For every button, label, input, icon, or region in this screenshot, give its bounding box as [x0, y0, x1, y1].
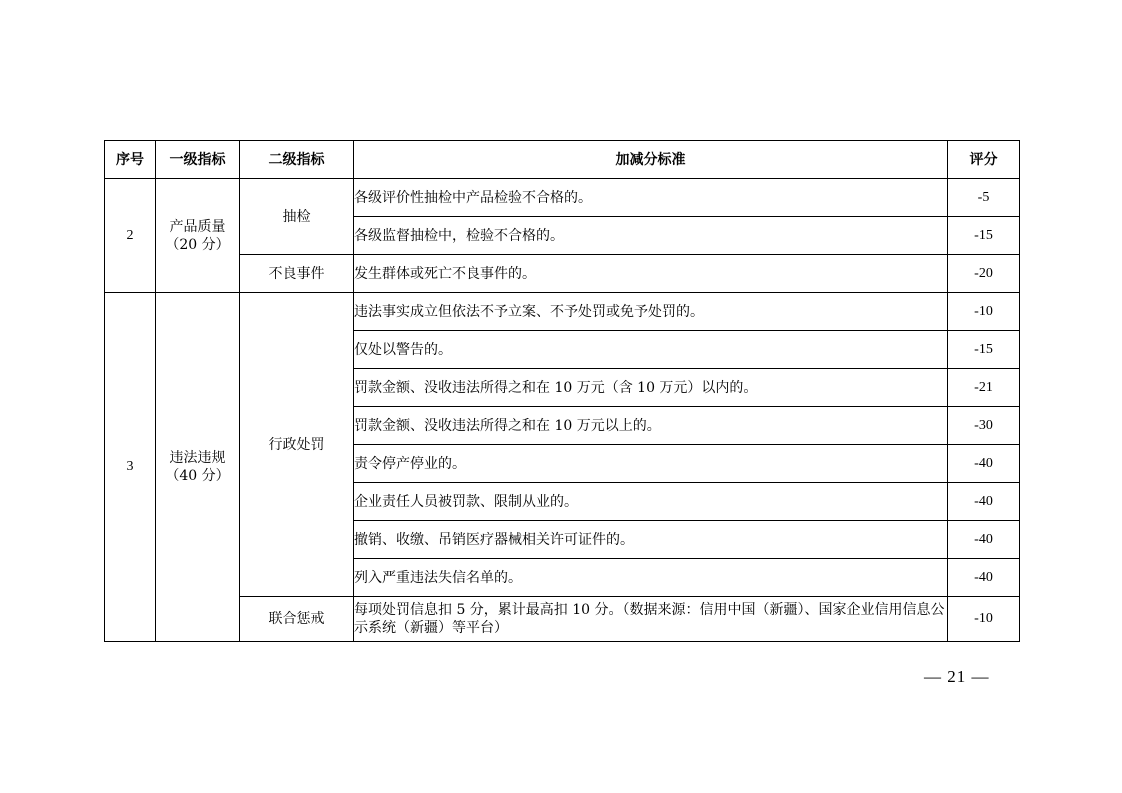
scoring-table: [104, 140, 1020, 642]
standard-cell: 仅处以警告的。: [354, 331, 948, 369]
level2-cell: 抽检: [240, 179, 354, 255]
standard-cell: 各级监督抽检中，检验不合格的。: [354, 217, 948, 255]
seq-cell: 3: [105, 293, 156, 642]
seq-cell: 2: [105, 179, 156, 293]
standard-cell: 列入严重违法失信名单的。: [354, 559, 948, 597]
table-row: [105, 255, 1020, 293]
score-cell: -5: [948, 179, 1020, 217]
score-cell: -40: [948, 483, 1020, 521]
level1-points: （40 分）: [165, 468, 230, 484]
score-cell: -10: [948, 293, 1020, 331]
header-row: [105, 141, 1020, 179]
table-row: [105, 293, 1020, 331]
score-cell: -40: [948, 521, 1020, 559]
header-seq: 序号: [105, 141, 156, 179]
level2-cell: 行政处罚: [240, 293, 354, 597]
standard-cell: 罚款金额、没收违法所得之和在 10 万元（含 10 万元）以内的。: [354, 369, 948, 407]
standard-cell: 撤销、收缴、吊销医疗器械相关许可证件的。: [354, 521, 948, 559]
score-cell: -15: [948, 331, 1020, 369]
score-cell: -20: [948, 255, 1020, 293]
header-level2: 二级指标: [240, 141, 354, 179]
score-cell: -21: [948, 369, 1020, 407]
standard-cell: 每项处罚信息扣 5 分，累计最高扣 10 分。（数据来源：信用中国（新疆）、国家企业信用信息公示系统（新疆）等平台）: [354, 597, 948, 642]
header-level1: 一级指标: [156, 141, 240, 179]
header-standard: 加减分标准: [354, 141, 948, 179]
standard-cell: 违法事实成立但依法不予立案、不予处罚或免予处罚的。: [354, 293, 948, 331]
level1-points: （20 分）: [165, 236, 230, 253]
standard-cell: 各级评价性抽检中产品检验不合格的。: [354, 179, 948, 217]
standard-cell: 发生群体或死亡不良事件的。: [354, 255, 948, 293]
level1-name: 违法违规: [169, 450, 226, 466]
level1-name: 产品质量: [169, 218, 226, 235]
table-row: [105, 179, 1020, 217]
score-cell: -40: [948, 559, 1020, 597]
standard-cell: 罚款金额、没收违法所得之和在 10 万元以上的。: [354, 407, 948, 445]
level1-cell: [156, 179, 240, 293]
page-number: — 21 —: [924, 667, 990, 686]
score-cell: -10: [948, 597, 1020, 642]
table-row: [105, 597, 1020, 642]
standard-cell: 责令停产停业的。: [354, 445, 948, 483]
score-cell: -15: [948, 217, 1020, 255]
standard-cell: 企业责任人员被罚款、限制从业的。: [354, 483, 948, 521]
score-cell: -40: [948, 445, 1020, 483]
level1-cell: [156, 293, 240, 642]
header-score: 评分: [948, 141, 1020, 179]
score-cell: -30: [948, 407, 1020, 445]
level2-cell: 联合惩戒: [240, 597, 354, 642]
level2-cell: 不良事件: [240, 255, 354, 293]
